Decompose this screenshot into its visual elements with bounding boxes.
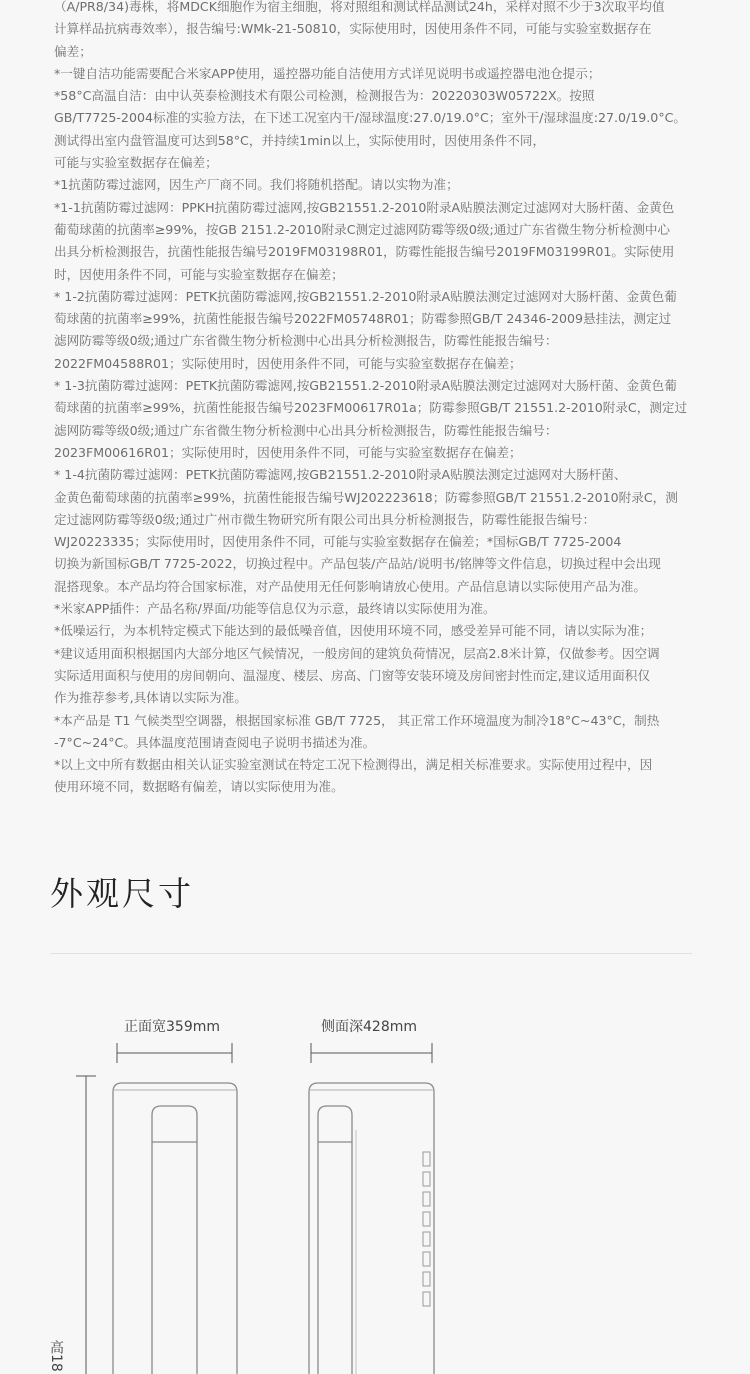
note-line: *低噪运行，为本机特定模式下能达到的最低噪音值，因使用环境不同，感受差异可能不同，请以实际为准； — [54, 623, 653, 639]
note-line: 作为推荐参考,具体请以实际为准。 — [54, 690, 247, 706]
front-width-dimension-line — [117, 1043, 232, 1063]
note-line: 使用环境不同，数据略有偏差，请以实际使用为准。 — [54, 779, 344, 795]
note-line: *本产品是 T1 气候类型空调器，根据国家标准 GB/T 7725， 其正常工作环境温度为制冷18°C~43°C，制热 — [54, 712, 660, 728]
disclaimer-note — [54, 464, 704, 598]
note-line: 滤网防霉等级0级;通过广东省微生物分析检测中心出具分析检测报告，防霉性能报告编号： — [54, 422, 558, 438]
note-line: *1-1抗菌防霉过滤网：PPKH抗菌防霉过滤网,按GB21551.2-2010附录A贴膜法测定过滤网对大肠杆菌、金黄色 — [54, 199, 675, 215]
front-width-label: 正面宽359mm — [124, 1019, 220, 1035]
side-depth-dimension-line — [311, 1043, 432, 1063]
note-line: *以上文中所有数据由相关认证实验室测试在特定工况下检测得出，满足相关标准要求。实际使用过程中，因 — [54, 757, 653, 773]
note-line: * 1-4抗菌防霉过滤网：PETK抗菌防霉滤网,按GB21551.2-2010附录A贴膜法测定过滤网对大肠杆菌、 — [54, 467, 627, 483]
side-depth-label: 侧面深428mm — [321, 1019, 417, 1035]
note-line: -7°C~24°C。具体温度范围请查阅电子说明书描述为准。 — [54, 734, 376, 750]
note-line: *一键自洁功能需要配合米家APP使用，遥控器功能自洁使用方式详见说明书或遥控器电池仓提示； — [54, 65, 601, 81]
note-line: * 1-2抗菌防霉过滤网：PETK抗菌防霉滤网,按GB21551.2-2010附录A贴膜法测定过滤网对大肠杆菌、金黄色葡 — [54, 288, 677, 304]
disclaimer-note — [54, 85, 704, 174]
disclaimer-note — [54, 710, 704, 755]
note-line: GB/T7725-2004标准的实验方法，在下述工况室内干/湿球温度:27.0/19.0°C；室外干/湿球温度:27.0/19.0°C。 — [54, 110, 686, 126]
note-line: 萄球菌的抗菌率≥99%，抗菌性能报告编号2022FM05748R01；防霉参照GB/T 24346-2009悬挂法，测定过 — [54, 311, 672, 327]
section-title: 外观尺寸 — [50, 874, 194, 913]
disclaimer-note — [54, 375, 704, 464]
section-divider — [50, 953, 692, 954]
note-line: 定过滤网防霉等级0级;通过广州市微生物研究所有限公司出具分析检测报告，防霉性能报告编号： — [54, 511, 596, 527]
note-line: * 1-3抗菌防霉过滤网：PETK抗菌防霉滤网,按GB21551.2-2010附录A贴膜法测定过滤网对大肠杆菌、金黄色葡 — [54, 378, 677, 394]
note-line: 2022FM04588R01；实际使用时，因使用条件不同，可能与实验室数据存在偏差； — [54, 355, 522, 371]
note-line: 偏差； — [54, 43, 92, 59]
note-line: *1抗菌防霉过滤网，因生产厂商不同。我们将随机搭配。请以实物为准； — [54, 177, 459, 193]
height-label: 高18 — [48, 1340, 64, 1372]
disclaimer-note — [54, 286, 704, 375]
note-line: 可能与实验室数据存在偏差； — [54, 155, 218, 171]
note-line: （A/PR8/34)毒株，将MDCK细胞作为宿主细胞，将对照组和测试样品测试24h，采样对照不少于3次取平均值 — [54, 0, 665, 14]
front-view-unit — [113, 1083, 237, 1374]
note-line: 金黄色葡萄球菌的抗菌率≥99%，抗菌性能报告编号WJ202223618；防霉参照GB/T 21551.2-2010附录C，测 — [54, 489, 678, 505]
product-dimension-drawing — [0, 1030, 750, 1374]
side-vent-grille — [423, 1152, 430, 1306]
note-line: 时，因使用条件不同，可能与实验室数据存在偏差； — [54, 266, 344, 282]
note-line: 混搭现象。本产品均符合国家标准，对产品使用无任何影响请放心使用。产品信息请以实际使用产品为准。 — [54, 578, 646, 594]
disclaimer-note — [54, 197, 704, 286]
note-line: 计算样品抗病毒效率），报告编号:WMk-21-50810，实际使用时，因使用条件不同，可能与实验室数据存在 — [54, 21, 652, 37]
note-line: 滤网防霉等级0级;通过广东省微生物分析检测中心出具分析检测报告，防霉性能报告编号： — [54, 333, 558, 349]
note-line: 测试得出室内盘管温度可达到58°C，并持续1min以上，实际使用时，因使用条件不同， — [54, 132, 546, 148]
disclaimer-note — [54, 620, 704, 642]
note-line: 切换为新国标GB/T 7725-2022，切换过程中。产品包装/产品站/说明书/铭牌等文件信息，切换过程中会出现 — [54, 556, 661, 572]
disclaimer-notes — [54, 0, 704, 799]
note-line: 实际适用面积与使用的房间朝向、温湿度、楼层、房高、门窗等安装环境及房间密封性而定,建议适用面积仅 — [54, 667, 650, 683]
note-line: 2023FM00616R01；实际使用时，因使用条件不同，可能与实验室数据存在偏差； — [54, 444, 522, 460]
disclaimer-note — [54, 63, 704, 85]
side-view-unit — [309, 1083, 434, 1374]
height-dimension-line — [76, 1076, 96, 1374]
disclaimer-note — [54, 643, 704, 710]
note-line: 萄球菌的抗菌率≥99%，抗菌性能报告编号2023FM00617R01a；防霉参照GB/T 21551.2-2010附录C，测定过 — [54, 400, 688, 416]
note-line: *58°C高温自洁：由中认英泰检测技术有限公司检测，检测报告为：20220303W05722X。按照 — [54, 88, 595, 104]
note-line: 葡萄球菌的抗菌率≥99%，按GB 2151.2-2010附录C测定过滤网防霉等级0级;通过广东省微生物分析检测中心 — [54, 221, 671, 237]
disclaimer-note — [54, 174, 704, 196]
note-line: *建议适用面积根据国内大部分地区气候情况，一般房间的建筑负荷情况，层高2.8米计算，仅做参考。因空调 — [54, 645, 660, 661]
disclaimer-note — [54, 754, 704, 799]
disclaimer-note — [54, 598, 704, 620]
disclaimer-note — [54, 0, 704, 63]
note-line: WJ20223335；实际使用时，因使用条件不同，可能与实验室数据存在偏差；*国标GB/T 7725-2004 — [54, 534, 622, 550]
note-line: 出具分析检测报告，抗菌性能报告编号2019FM03198R01，防霉性能报告编号2019FM03199R01。实际使用 — [54, 244, 675, 260]
note-line: *米家APP插件：产品名称/界面/功能等信息仅为示意，最终请以实际使用为准。 — [54, 601, 496, 617]
